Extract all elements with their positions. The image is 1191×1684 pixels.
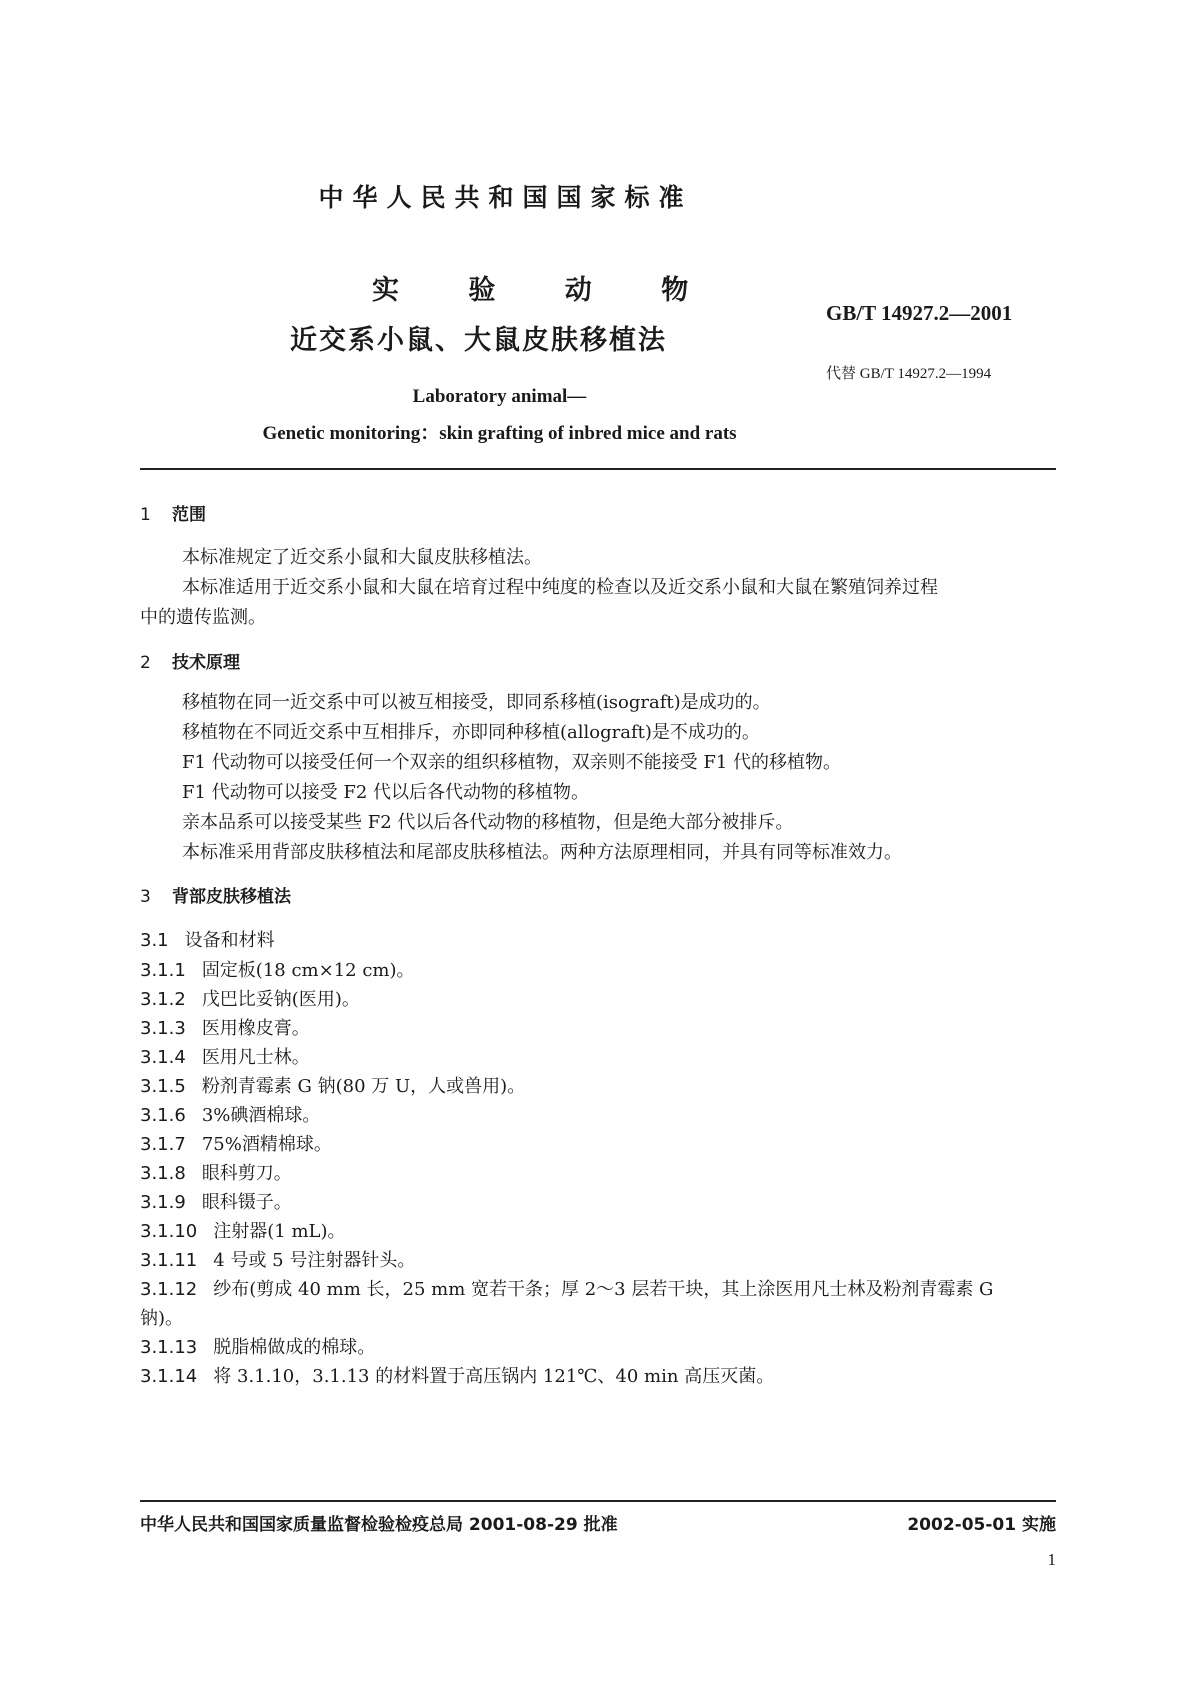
list-item xyxy=(140,1043,310,1069)
subsection-3-1 xyxy=(140,926,275,952)
list-item xyxy=(140,1275,993,1301)
list-item xyxy=(140,1333,375,1359)
item-text: 75%酒精棉球。 xyxy=(201,1134,332,1155)
item-text: 眼科镊子。 xyxy=(201,1192,292,1213)
list-item xyxy=(140,1217,346,1243)
section-2-heading xyxy=(140,648,240,673)
item-text: 医用凡士林。 xyxy=(201,1047,310,1068)
item-number: 3.1.14 xyxy=(140,1366,198,1387)
item-number: 3.1.3 xyxy=(140,1018,186,1039)
english-title-line-2: Genetic monitoring：skin grafting of inbred mice and rats xyxy=(262,423,737,444)
item-text: 将 3.1.10，3.1.13 的材料置于高压锅内 121℃、40 min 高压灭菌。 xyxy=(213,1366,775,1387)
list-item xyxy=(140,1246,415,1272)
item-number: 3.1.5 xyxy=(140,1076,186,1097)
section-1-title: 范围 xyxy=(172,505,206,525)
section-2-line: 移植物在不同近交系中互相排斥，亦即同种移植(allograft)是不成功的。 xyxy=(182,722,760,743)
section-3-heading xyxy=(140,882,291,907)
section-1-paragraph-2-cont: 中的遗传监测。 xyxy=(140,607,266,628)
list-item xyxy=(140,985,360,1011)
section-1-heading xyxy=(140,500,206,525)
list-item xyxy=(140,1362,774,1388)
list-item xyxy=(140,1130,332,1156)
item-text: 戊巴比妥钠(医用)。 xyxy=(201,989,360,1010)
section-1-paragraph-2: 本标准适用于近交系小鼠和大鼠在培育过程中纯度的检查以及近交系小鼠和大鼠在繁殖饲养过程 xyxy=(182,577,938,598)
item-text: 注射器(1 mL)。 xyxy=(213,1221,346,1242)
standard-code-text: GB/T 14927.2—2001 xyxy=(826,301,1013,325)
list-item xyxy=(140,1188,292,1214)
item-text: 纱布(剪成 40 mm 长，25 mm 宽若干条；厚 2～3 层若干块，其上涂医用凡士林及粉剂青霉素 G xyxy=(213,1279,994,1300)
item-text: 眼科剪刀。 xyxy=(201,1163,292,1184)
section-2-line: 本标准采用背部皮肤移植法和尾部皮肤移植法。两种方法原理相同，并具有同等标准效力。 xyxy=(182,842,902,863)
footer-divider xyxy=(140,1500,1056,1502)
english-title-line-1: Laboratory animal— xyxy=(412,386,587,407)
section-2-line: F1 代动物可以接受任何一个双亲的组织移植物，双亲则不能接受 F1 代的移植物。 xyxy=(182,752,842,773)
national-standard-header: 中华人民共和国国家标准 xyxy=(318,183,693,212)
item-text: 4 号或 5 号注射器针头。 xyxy=(213,1250,416,1271)
section-3-number: 3 xyxy=(140,887,151,907)
item-number: 3.1.1 xyxy=(140,960,186,981)
item-text: 医用橡皮膏。 xyxy=(201,1018,310,1039)
list-item xyxy=(140,956,415,982)
section-2-line: 移植物在同一近交系中可以被互相接受，即同系移植(isograft)是成功的。 xyxy=(182,692,771,713)
section-3-title: 背部皮肤移植法 xyxy=(172,887,291,907)
title-line-2: 近交系小鼠、大鼠皮肤移植法 xyxy=(290,325,667,356)
item-number: 3.1.2 xyxy=(140,989,186,1010)
item-number: 3.1.8 xyxy=(140,1163,186,1184)
implementation-date: 2002-05-01 实施 xyxy=(907,1515,1056,1535)
section-2-title: 技术原理 xyxy=(172,653,240,673)
list-item xyxy=(140,1159,292,1185)
item-text: 粉剂青霉素 G 钠(80 万 U，人或兽用)。 xyxy=(201,1076,526,1097)
item-3-1-12-continuation: 钠)。 xyxy=(140,1308,184,1329)
section-2-line: F1 代动物可以接受 F2 代以后各代动物的移植物。 xyxy=(182,782,590,803)
list-item xyxy=(140,1072,525,1098)
item-number: 3.1.6 xyxy=(140,1105,186,1126)
item-number: 3.1.7 xyxy=(140,1134,186,1155)
section-2-line: 亲本品系可以接受某些 F2 代以后各代动物的移植物，但是绝大部分被排斥。 xyxy=(182,812,794,833)
item-number: 3.1.13 xyxy=(140,1337,198,1358)
standard-code xyxy=(826,301,1012,326)
approval-note: 中华人民共和国国家质量监督检验检疫总局 2001-08-29 批准 xyxy=(140,1515,618,1535)
page-number: 1 xyxy=(1047,1550,1056,1569)
item-text: 固定板(18 cm×12 cm)。 xyxy=(201,960,415,981)
list-item xyxy=(140,1101,320,1127)
item-number: 3.1.9 xyxy=(140,1192,186,1213)
item-number: 3.1.12 xyxy=(140,1279,198,1300)
item-number: 3.1.4 xyxy=(140,1047,186,1068)
header-divider xyxy=(140,468,1056,470)
title-line-1: 实 验 动 物 xyxy=(372,275,719,306)
section-2-number: 2 xyxy=(140,653,151,673)
subsection-title: 设备和材料 xyxy=(184,930,275,951)
item-text: 3%碘酒棉球。 xyxy=(201,1105,321,1126)
item-text: 脱脂棉做成的棉球。 xyxy=(213,1337,376,1358)
subsection-number: 3.1 xyxy=(140,930,169,951)
replaces-standard: 代替 GB/T 14927.2—1994 xyxy=(826,366,992,382)
item-number: 3.1.10 xyxy=(140,1221,198,1242)
section-1-paragraph-1: 本标准规定了近交系小鼠和大鼠皮肤移植法。 xyxy=(182,547,542,568)
list-item xyxy=(140,1014,310,1040)
item-number: 3.1.11 xyxy=(140,1250,198,1271)
section-1-number: 1 xyxy=(140,505,151,525)
